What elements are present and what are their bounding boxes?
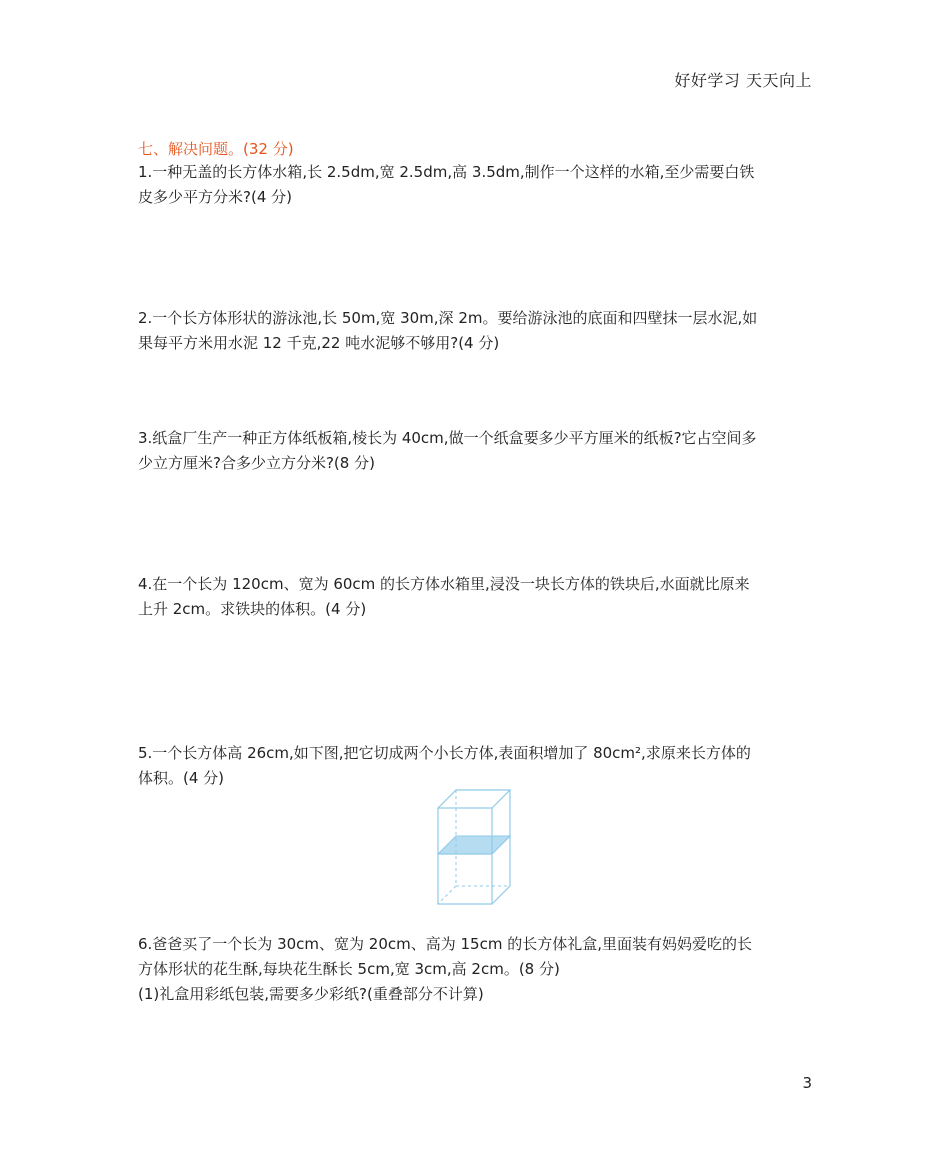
question-5-line-1: 5.一个长方体高 26cm,如下图,把它切成两个小长方体,表面积增加了 80cm²,求原来长方体的: [138, 744, 751, 762]
cut-plane: [438, 836, 510, 854]
header-motto: 好好学习 天天向上: [674, 71, 812, 90]
question-4: [138, 572, 818, 622]
question-3: [138, 426, 818, 476]
front-face: [438, 808, 492, 904]
question-2-line-2: 果每平方米用水泥 12 千克,22 吨水泥够不够用?(4 分): [138, 334, 500, 352]
question-4-line-1: 4.在一个长为 120cm、宽为 60cm 的长方体水箱里,浸没一块长方体的铁块后,水面就比原来: [138, 575, 750, 593]
cuboid-cut-figure: [436, 786, 514, 906]
question-3-line-2: 少立方厘米?合多少立方分米?(8 分): [138, 454, 375, 472]
question-2: [138, 306, 818, 356]
question-6-line-3: (1)礼盒用彩纸包装,需要多少彩纸?(重叠部分不计算): [138, 985, 484, 1003]
question-1-line-1: 1.一种无盖的长方体水箱,长 2.5dm,宽 2.5dm,高 3.5dm,制作一个这样的水箱,至少需要白铁: [138, 163, 755, 181]
question-3-line-1: 3.纸盒厂生产一种正方体纸板箱,棱长为 40cm,做一个纸盒要多少平方厘米的纸板?它占空间多: [138, 429, 757, 447]
question-1-line-2: 皮多少平方分米?(4 分): [138, 188, 292, 206]
question-2-line-1: 2.一个长方体形状的游泳池,长 50m,宽 30m,深 2m。要给游泳池的底面和四壁抹一层水泥,如: [138, 309, 758, 327]
question-6-line-2: 方体形状的花生酥,每块花生酥长 5cm,宽 3cm,高 2cm。(8 分): [138, 960, 560, 978]
question-6: [138, 932, 818, 1007]
question-5-line-2: 体积。(4 分): [138, 769, 225, 787]
question-5: [138, 741, 818, 791]
question-1: [138, 160, 818, 210]
section-title: 七、解决问题。(32 分): [138, 140, 294, 158]
question-4-line-2: 上升 2cm。求铁块的体积。(4 分): [138, 600, 367, 618]
hidden-bottom-left-edge: [438, 886, 456, 904]
page-number: 3: [802, 1074, 812, 1092]
question-6-line-1: 6.爸爸买了一个长为 30cm、宽为 20cm、高为 15cm 的长方体礼盒,里面装有妈妈爱吃的长: [138, 935, 752, 953]
top-face: [438, 790, 510, 808]
bottom-right-edge: [492, 886, 510, 904]
